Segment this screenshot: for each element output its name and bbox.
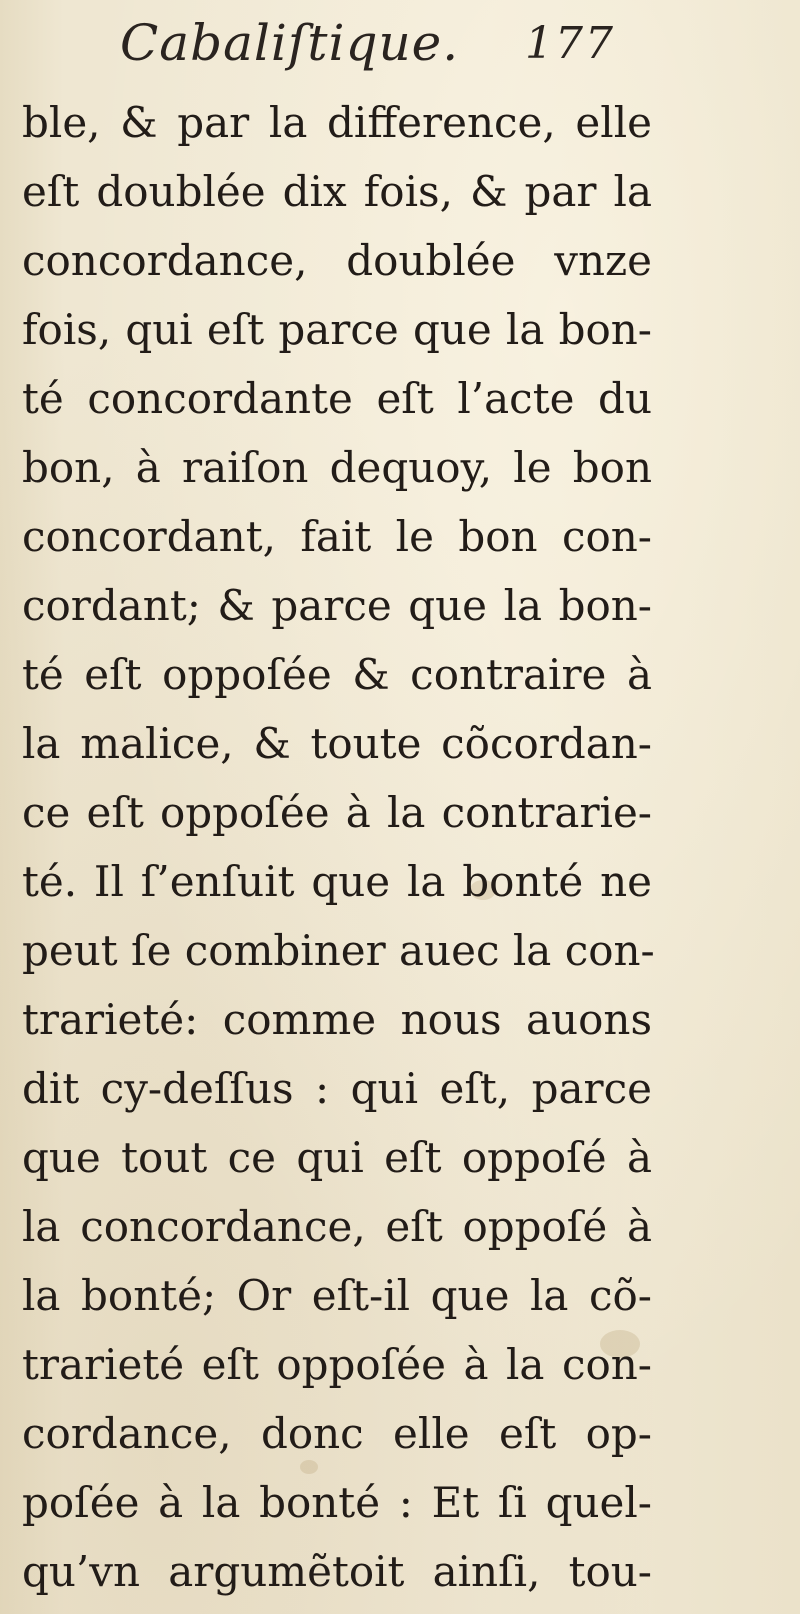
running-head bbox=[0, 14, 800, 84]
text-line: concordant, fait le bon con- bbox=[22, 512, 652, 561]
text-line: ce eſt oppoſée à la contrarie- bbox=[22, 788, 652, 837]
text-line: cordance, donc elle eſt op- bbox=[22, 1409, 652, 1458]
body-text bbox=[22, 88, 655, 1606]
text-line: qu’vn argumẽtoit ainſi, tou- bbox=[22, 1547, 652, 1596]
text-line: té concordante eſt l’acte du bbox=[22, 374, 652, 423]
text-line: concordance, doublée vnze bbox=[22, 236, 652, 285]
text-line: peut ſe combiner auec la con- bbox=[22, 926, 655, 975]
text-line: la concordance, eſt oppoſé à bbox=[22, 1202, 652, 1251]
text-line: eſt doublée dix fois, & par la bbox=[22, 167, 652, 216]
text-line: ble, & par la difference, elle bbox=[22, 98, 652, 147]
text-line: dit cy-deſſus : qui eſt, parce bbox=[22, 1064, 652, 1113]
text-line: fois, qui eſt parce que la bon- bbox=[22, 305, 652, 354]
text-line: la malice, & toute cõcordan- bbox=[22, 719, 652, 768]
text-line: bon, à raiſon dequoy, le bon bbox=[22, 443, 652, 492]
text-line: trarieté eſt oppoſée à la con- bbox=[22, 1340, 652, 1389]
text-line: que tout ce qui eſt oppoſé à bbox=[22, 1133, 652, 1182]
text-line: té. Il ſ’enſuit que la bonté ne bbox=[22, 857, 652, 906]
text-line: cordant; & parce que la bon- bbox=[22, 581, 652, 630]
text-line: poſée à la bonté : Et ſi quel- bbox=[22, 1478, 652, 1527]
text-line: té eſt oppoſée & contraire à bbox=[22, 650, 652, 699]
page-number: 177 bbox=[525, 18, 615, 69]
text-line: la bonté; Or eſt-il que la cõ- bbox=[22, 1271, 652, 1320]
running-head-title: Cabaliſtique. bbox=[120, 14, 460, 72]
text-line: trarieté: comme nous auons bbox=[22, 995, 652, 1044]
